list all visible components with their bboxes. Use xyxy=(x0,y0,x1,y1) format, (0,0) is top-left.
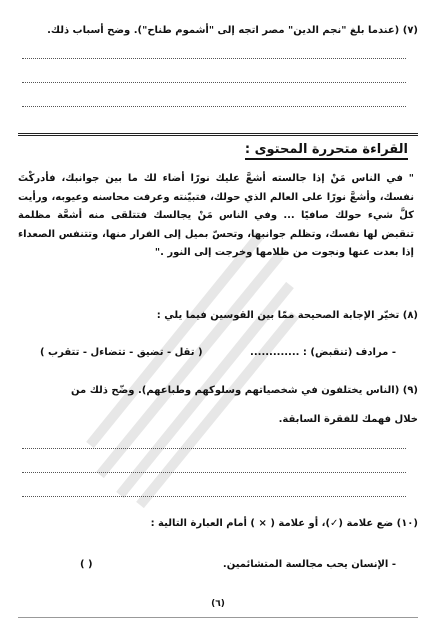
question-10-item: - الإنسان يحب مجالسة المتشائمين. xyxy=(222,559,396,570)
answer-line-7-2[interactable] xyxy=(22,82,406,83)
answer-line-9-1[interactable] xyxy=(22,448,406,449)
answer-line-9-2[interactable] xyxy=(22,472,406,473)
question-8-item[interactable]: - مرادف (تنقبض) : ............. xyxy=(250,347,396,358)
section-divider xyxy=(18,133,418,136)
section-title xyxy=(245,142,408,157)
question-7: (٧) (عندما بلغ "نجم الدين" مصر اتجه إلى "أشموم طناح"). وضح أسباب ذلك. xyxy=(47,25,418,36)
question-8-options: ( تقل - تضيق - تتضاءل - تتقرب ) xyxy=(40,347,203,358)
question-10-title: (١٠) ضع علامة (✓)، أو علامة ( × ) أمام العبارة التالية : xyxy=(150,518,418,529)
page-bottom-rule xyxy=(18,617,418,618)
question-9-line2: خلال فهمك للفقرة السابقة. xyxy=(278,414,418,425)
answer-line-9-3[interactable] xyxy=(22,496,406,497)
reading-passage: " في الناس مَنْ إذا جالسته أشعَّ عليك نورًا أضاء لك ما بين جوانبك، فأدركْتَ نفسك، وأشعَّ نورًا على العالم الذي حولك، فتبيّنته وعرفت محاسنه وعيوبه، ورأيت كلَّ شيء حولك صافيًا ... وفي الناس مَنْ يجالسك فتتلقى منه أشعَّة مظلمة تنقبض لها نفسك، وتظلم جوانبها، وتحسّ بميل إلى الفرار منها، وتتنفس الصعداء إذا بعدت عنها ونجوت من ظلامها وخرجت إلى النور ." xyxy=(18,173,414,258)
answer-line-7-1[interactable] xyxy=(22,58,406,59)
section-title-text: القراءة متحررة المحتوى : xyxy=(245,142,408,160)
question-8-title: (٨) تخيّر الإجابة الصحيحة ممّا بين القوسين فيما يلي : xyxy=(156,310,418,321)
question-9-line1: (٩) (الناس يختلفون في شخصياتهم وسلوكهم وطباعهم). وضّح ذلك من xyxy=(71,385,418,396)
page-number: (٦) xyxy=(211,599,225,609)
answer-line-7-3[interactable] xyxy=(22,106,406,107)
answer-box-10[interactable]: ( ) xyxy=(80,559,93,570)
